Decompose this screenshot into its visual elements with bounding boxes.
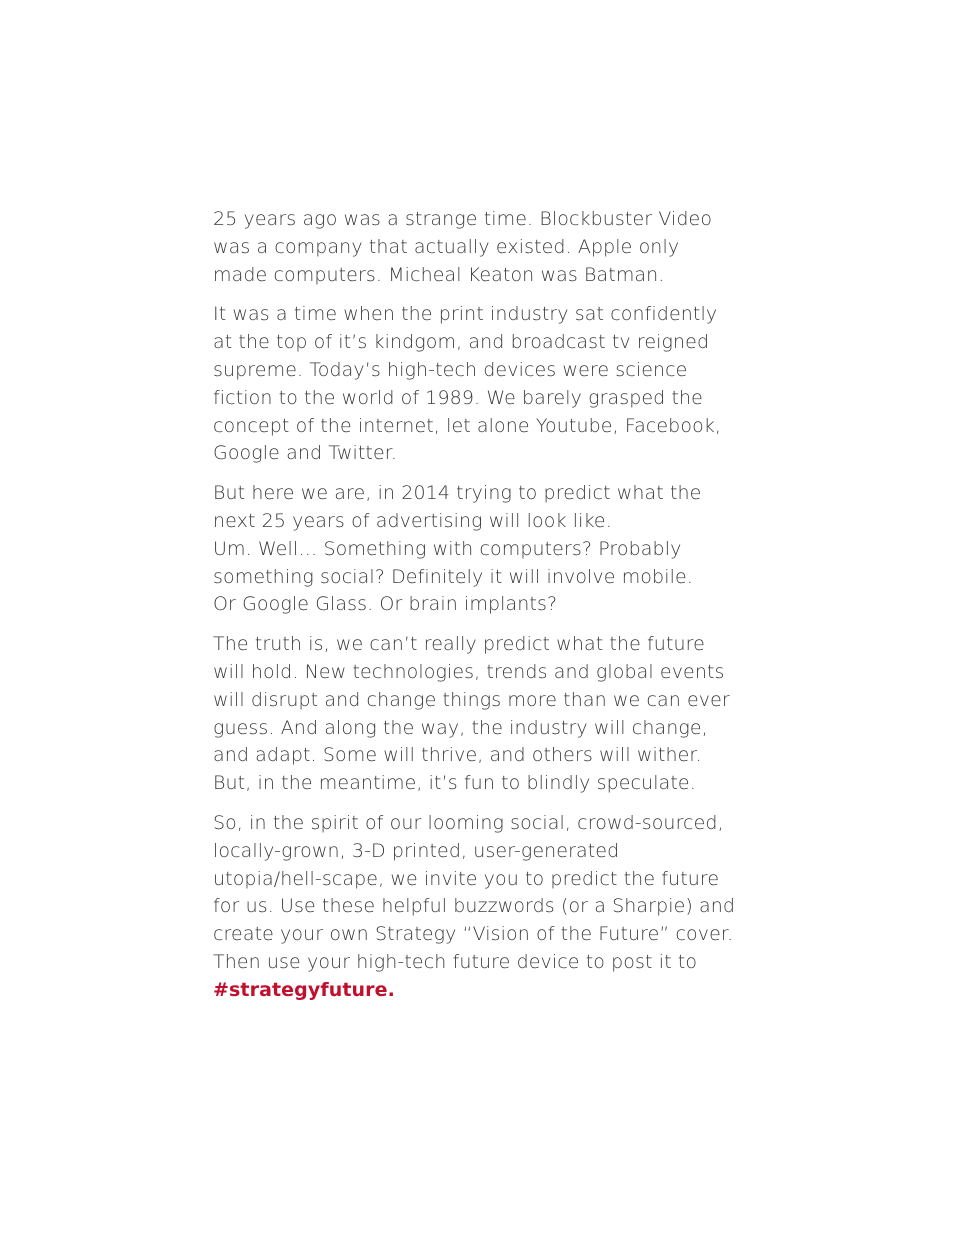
paragraph-prediction [213, 480, 773, 619]
text-line: It was a time when the print industry sat confidently [213, 303, 718, 326]
text-line: at the top of it’s kindgom, and broadcast tv reigned [213, 331, 710, 354]
paragraph-truth [213, 631, 773, 798]
text-line: next 25 years of advertising will look like. [213, 509, 612, 532]
text-line: made computers. Micheal Keaton was Batman. [213, 263, 665, 286]
text-line: The truth is, we can’t really predict what the future [213, 633, 705, 656]
text-line: 25 years ago was a strange time. Blockbuster Video [213, 208, 713, 230]
body-text [213, 206, 773, 1017]
hashtag-strategyfuture: #strategyfuture. [213, 978, 395, 1001]
text-line: something social? Definitely it will involve mobile. [213, 565, 693, 588]
text-line: Google and Twitter. [213, 442, 398, 465]
text-line: But here we are, in 2014 trying to predict what the [213, 482, 702, 505]
text-line: locally-grown, 3-D printed, user-generated [213, 839, 620, 862]
text-line: Um. Well… Something with computers? Probably [213, 537, 682, 560]
text-line: utopia/hell-scape, we invite you to predict the future [213, 867, 720, 890]
paragraph-intro [213, 206, 773, 289]
text-line: concept of the internet, let alone Youtube, Facebook, [213, 414, 722, 437]
text-line: But, in the meantime, it’s fun to blindly speculate. [213, 772, 696, 795]
text-line: for us. Use these helpful buzzwords (or a Sharpie) and [213, 895, 736, 918]
text-line: guess. And along the way, the industry will change, [213, 716, 708, 739]
text-line: So, in the spirit of our looming social, crowd-sourced, [213, 811, 724, 834]
text-line: Or Google Glass. Or brain implants? [213, 593, 558, 616]
text-line: Then use your high-tech future device to post it to [213, 950, 698, 973]
text-line: supreme. Today’s high-tech devices were science [213, 358, 688, 381]
paragraph-invitation [213, 810, 773, 1005]
text-line: will hold. New technologies, trends and global events [213, 660, 725, 683]
text-line: and adapt. Some will thrive, and others will wither. [213, 744, 702, 767]
text-line: create your own Strategy “Vision of the Future” cover. [213, 923, 734, 946]
paragraph-print-industry [213, 301, 773, 468]
text-line: fiction to the world of 1989. We barely grasped the [213, 386, 703, 409]
text-line: will disrupt and change things more than we can ever [213, 688, 730, 711]
text-line: was a company that actually existed. Apple only [213, 235, 680, 258]
